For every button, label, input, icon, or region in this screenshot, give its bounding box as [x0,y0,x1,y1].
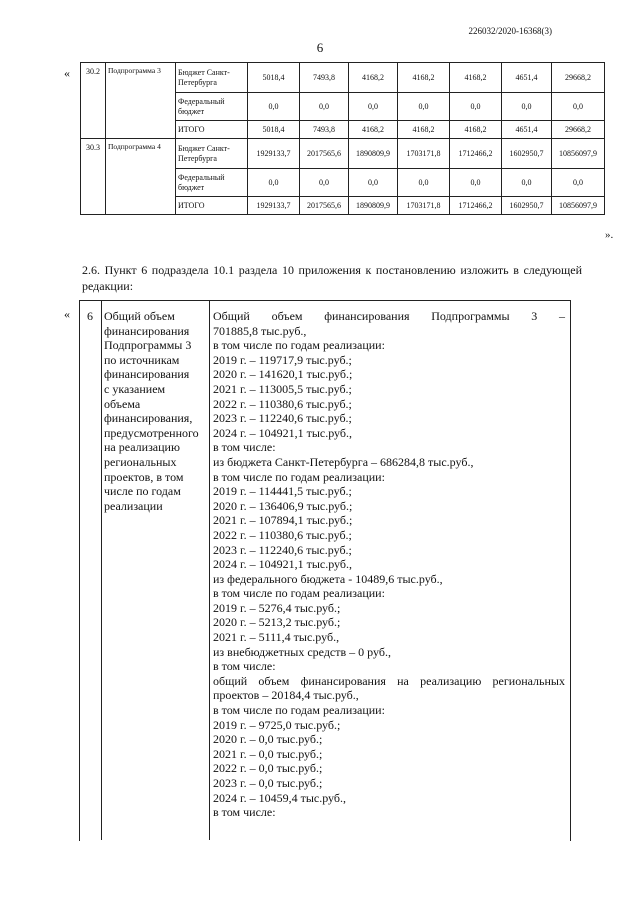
table-cell: 4651,4 [502,63,552,93]
table-cell: 10856097,9 [552,139,605,169]
funding-source: ИТОГО [176,197,248,215]
label-line: финансирования [104,323,190,338]
content-line: 2021 г. – 0,0 тыс.руб.; [213,746,323,761]
table-cell: 1929133,7 [248,139,300,169]
opening-quote-1: « [64,66,70,80]
table-cell: 1890809,9 [349,139,398,169]
content-line: Общий объем финансирования Подпрограммы 3 – [213,309,565,323]
content-line: 2020 г. – 5213,2 тыс.руб.; [213,615,341,630]
table-cell: 7493,8 [300,63,349,93]
table-cell: 2017565,6 [300,197,349,215]
table-cell: 1703171,8 [398,139,450,169]
table-cell: 0,0 [502,169,552,197]
content-line: 2022 г. – 110380,6 тыс.руб.; [213,527,352,542]
funding-table [80,62,605,215]
content-line: 2021 г. – 113005,5 тыс.руб.; [213,381,352,396]
content-line: 2023 г. – 0,0 тыс.руб.; [213,776,323,790]
label-line: Общий объем [104,309,175,323]
table-cell: 10856097,9 [552,197,605,215]
content-line: 2023 г. – 112240,6 тыс.руб.; [213,411,352,426]
content-line: в том числе: [213,805,276,820]
content-line: из внебюджетных средств – 0 руб., [213,644,391,659]
label-line: финансирования, [104,411,193,426]
content-line: 2020 г. – 141620,1 тыс.руб.; [213,367,353,382]
row-number: 6 [87,309,93,323]
table-cell: 4168,2 [450,63,502,93]
table-row [81,63,605,93]
table-cell: 0,0 [398,93,450,121]
row-id: 30.2 [81,63,106,139]
table-cell: 0,0 [502,93,552,121]
table-cell: 4168,2 [349,63,398,93]
row-label [104,309,208,513]
table-cell: 0,0 [248,93,300,121]
closing-quote-1: ». [605,229,614,241]
content-line: в том числе: [213,440,276,455]
table-column-number [79,300,102,840]
table-cell: 1602950,7 [502,197,552,215]
content-line: 2021 г. – 107894,1 тыс.руб.; [213,513,353,528]
table-cell: 4168,2 [349,121,398,139]
page-number: 6 [316,40,324,55]
table-cell: 1712466,2 [450,139,502,169]
content-line: 2021 г. – 5111,4 тыс.руб., [213,630,340,645]
content-line: из федерального бюджета - 10489,6 тыс.руб., [213,571,443,586]
table-cell: 4651,4 [502,121,552,139]
funding-source: Бюджет Санкт-Петербурга [176,139,248,169]
table-cell: 7493,8 [300,121,349,139]
table-cell: 1703171,8 [398,197,450,215]
label-line: объема [104,396,141,411]
funding-source: ИТОГО [176,121,248,139]
program-name: Подпрограмма 3 [106,63,176,139]
table-cell: 1929133,7 [248,197,300,215]
content-line: 2019 г. – 5276,4 тыс.руб.; [213,600,341,615]
table-cell: 0,0 [450,93,502,121]
funding-source: Федеральный бюджет [176,93,248,121]
table-cell: 4168,2 [450,121,502,139]
label-line: на реализацию [104,440,180,455]
table-cell: 1890809,9 [349,197,398,215]
content-line: в том числе по годам реализации: [213,469,385,484]
table-cell: 0,0 [300,93,349,121]
label-line: с указанием [104,381,166,396]
content-line: 2019 г. – 9725,0 тыс.руб.; [213,717,341,732]
content-line: 2019 г. – 119717,9 тыс.руб.; [213,352,352,367]
funding-source: Бюджет Санкт-Петербурга [176,63,248,93]
table-cell: 0,0 [300,169,349,197]
content-line: общий объем финансирования на реализацию региональных [213,673,565,688]
table-cell: 0,0 [552,169,605,197]
row-id: 30.3 [81,139,106,215]
funding-source: Федеральный бюджет [176,169,248,197]
table-cell: 29668,2 [552,63,605,93]
table-row [81,139,605,169]
table-cell: 0,0 [349,169,398,197]
content-line: 2024 г. – 104921,1 тыс.руб., [213,557,352,572]
label-line: финансирования [104,367,190,382]
content-line: 2024 г. – 104921,1 тыс.руб., [213,425,352,440]
table-cell: 1602950,7 [502,139,552,169]
table-cell: 5018,4 [248,63,300,93]
row-content [213,309,565,820]
content-line: в том числе по годам реализации: [213,338,385,353]
label-line: числе по годам [104,484,181,499]
table-cell: 4168,2 [398,121,450,139]
content-line: 701885,8 тыс.руб., [213,323,307,338]
table-cell: 0,0 [349,93,398,121]
content-line: в том числе по годам реализации: [213,703,385,718]
content-line: в том числе по годам реализации: [213,586,385,601]
content-line: в том числе: [213,659,276,674]
table-cell: 2017565,6 [300,139,349,169]
table-cell: 0,0 [248,169,300,197]
table-cell: 0,0 [398,169,450,197]
label-line: Подпрограммы 3 [104,338,192,353]
label-line: по источникам [104,352,180,367]
content-line: проектов – 20184,4 тыс.руб., [213,688,359,703]
paragraph-2-6: 2.6. Пункт 6 подраздела 10.1 раздела 10 приложения к постановлению изложить в следующей редакции: [82,263,582,293]
table-cell: 0,0 [552,93,605,121]
label-line: региональных [104,454,177,469]
content-line: из бюджета Санкт-Петербурга – 686284,8 тыс.руб., [213,454,474,469]
label-line: реализации [104,498,163,513]
table-cell: 5018,4 [248,121,300,139]
program-name: Подпрограмма 4 [106,139,176,215]
table-cell: 4168,2 [398,63,450,93]
content-line: 2023 г. – 112240,6 тыс.руб.; [213,542,352,557]
content-line: 2020 г. – 136406,9 тыс.руб.; [213,498,353,513]
content-line: 2020 г. – 0,0 тыс.руб.; [213,732,323,747]
content-line: 2022 г. – 0,0 тыс.руб.; [213,761,323,776]
content-line: 2022 г. – 110380,6 тыс.руб.; [213,396,352,411]
content-line: 2024 г. – 10459,4 тыс.руб., [213,790,346,805]
content-line: 2019 г. – 114441,5 тыс.руб.; [213,484,352,499]
label-line: предусмотренного [104,425,199,440]
opening-quote-2: « [64,307,70,321]
label-line: проектов, в том [104,469,184,484]
table-cell: 29668,2 [552,121,605,139]
table-cell: 1712466,2 [450,197,502,215]
document-number: 226032/2020-16368(3) [468,26,552,36]
table-cell: 0,0 [450,169,502,197]
